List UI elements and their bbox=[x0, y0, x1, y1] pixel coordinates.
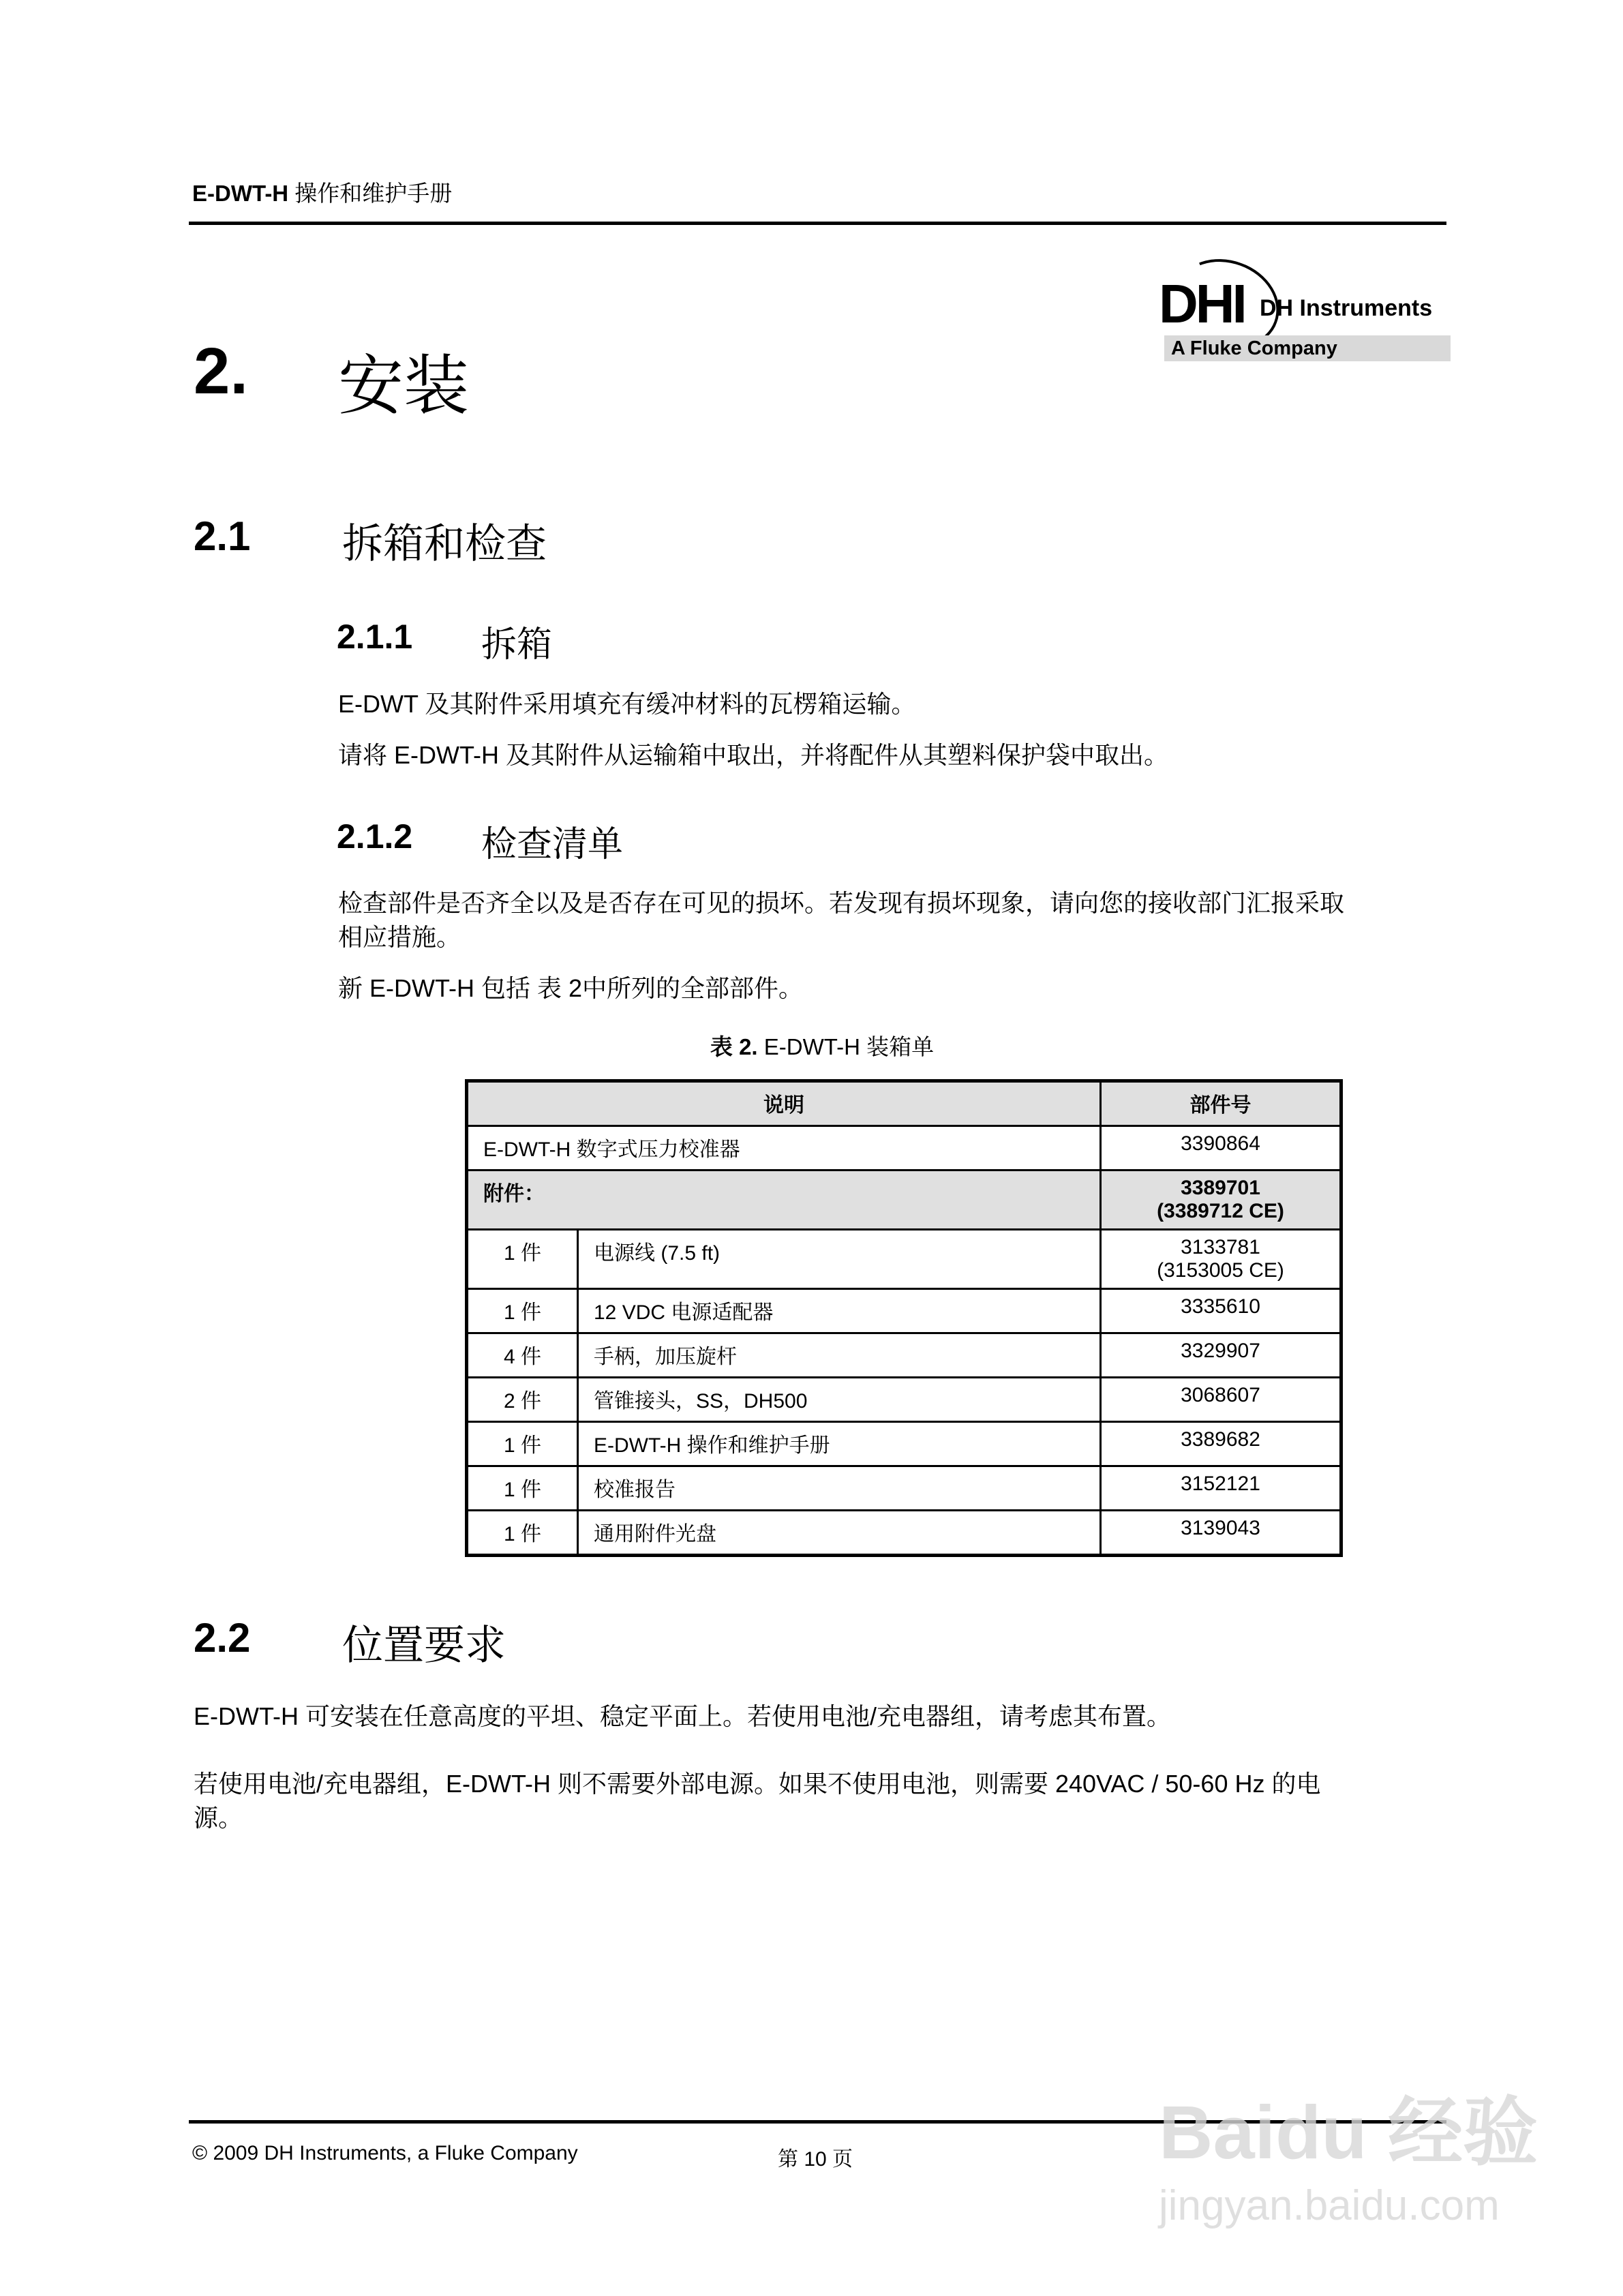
section-2-1-1-title: 拆箱 bbox=[481, 625, 553, 665]
paragraph: 请将 E-DWT-H 及其附件从运输箱中取出，并将配件从其塑料保护袋中取出。 bbox=[338, 741, 1168, 769]
cell-description: 通用附件光盘 bbox=[578, 1511, 1101, 1556]
cell-part-number: 3139043 bbox=[1101, 1511, 1341, 1556]
table-row bbox=[467, 1333, 1341, 1378]
chapter-number: 2. bbox=[194, 335, 249, 408]
accessories-row bbox=[467, 1170, 1341, 1230]
footer-page-number: 第 10 页 bbox=[778, 2148, 853, 2171]
cell-part-number: 3329907 bbox=[1101, 1333, 1341, 1378]
column-header-part-number: 部件号 bbox=[1101, 1081, 1341, 1126]
section-2-1-2-number: 2.1.2 bbox=[337, 817, 413, 856]
section-2-2-number: 2.2 bbox=[194, 1615, 251, 1661]
paragraph: 相应措施。 bbox=[338, 923, 461, 951]
table-caption bbox=[710, 1029, 934, 1061]
cell-description: 手柄，加压旋杆 bbox=[578, 1333, 1101, 1378]
table-header-row bbox=[467, 1081, 1341, 1126]
cell-part-number: 3152121 bbox=[1101, 1466, 1341, 1511]
cell-quantity: 2 件 bbox=[467, 1378, 578, 1422]
cell-part-number: 3390864 bbox=[1101, 1126, 1341, 1170]
cell-part-number bbox=[1101, 1170, 1341, 1230]
header-rule bbox=[189, 222, 1446, 225]
table-row bbox=[467, 1230, 1341, 1289]
table-row bbox=[467, 1126, 1341, 1170]
cell-description: 附件： bbox=[467, 1170, 1101, 1230]
watermark-url: jingyan.baidu.com bbox=[1159, 2182, 1500, 2229]
section-2-1-2-title: 检查清单 bbox=[481, 825, 624, 864]
caption-text: E-DWT-H 装箱单 bbox=[757, 1034, 935, 1059]
cell-part-number: 3068607 bbox=[1101, 1378, 1341, 1422]
logo-mark: DHI bbox=[1159, 273, 1245, 334]
cell-part-number: 3389682 bbox=[1101, 1422, 1341, 1466]
packing-list-table bbox=[465, 1079, 1343, 1557]
part-number-ce: (3153005 CE) bbox=[1157, 1259, 1284, 1282]
cell-description: E-DWT-H 操作和维护手册 bbox=[578, 1422, 1101, 1466]
section-2-1-number: 2.1 bbox=[194, 513, 251, 559]
cell-quantity: 4 件 bbox=[467, 1333, 578, 1378]
cell-quantity: 1 件 bbox=[467, 1511, 578, 1556]
header-model: E-DWT-H bbox=[192, 181, 289, 206]
cell-description: 12 VDC 电源适配器 bbox=[578, 1289, 1101, 1333]
paragraph: E-DWT 及其附件采用填充有缓冲材料的瓦楞箱运输。 bbox=[338, 690, 916, 718]
footer-copyright: © 2009 DH Instruments, a Fluke Company bbox=[192, 2142, 578, 2164]
table-row bbox=[467, 1289, 1341, 1333]
table-row bbox=[467, 1422, 1341, 1466]
part-number-ce: (3389712 CE) bbox=[1157, 1200, 1284, 1222]
part-number: 3389701 bbox=[1181, 1177, 1260, 1199]
cell-quantity: 1 件 bbox=[467, 1289, 578, 1333]
logo-name: DH Instruments bbox=[1260, 295, 1433, 321]
column-header-description: 说明 bbox=[467, 1081, 1101, 1126]
cell-description: 电源线 (7.5 ft) bbox=[578, 1230, 1101, 1289]
cell-part-number: 3335610 bbox=[1101, 1289, 1341, 1333]
table-row bbox=[467, 1466, 1341, 1511]
cell-quantity: 1 件 bbox=[467, 1422, 578, 1466]
baidu-watermark: Baidu 经验 bbox=[1159, 2091, 1538, 2175]
header-title: 操作和维护手册 bbox=[288, 181, 453, 206]
paragraph: 新 E-DWT-H 包括 表 2中所列的全部部件。 bbox=[338, 974, 803, 1002]
part-number: 3133781 bbox=[1181, 1236, 1260, 1258]
running-header bbox=[192, 176, 452, 208]
paragraph: 检查部件是否齐全以及是否存在可见的损坏。若发现有损坏现象，请向您的接收部门汇报采取 bbox=[338, 889, 1345, 917]
section-2-2-title: 位置要求 bbox=[342, 1622, 506, 1668]
section-2-1-title: 拆箱和检查 bbox=[342, 521, 547, 567]
caption-label: 表 2. bbox=[710, 1034, 758, 1059]
table-row bbox=[467, 1378, 1341, 1422]
cell-description: E-DWT-H 数字式压力校准器 bbox=[467, 1126, 1101, 1170]
section-2-1-1-number: 2.1.1 bbox=[337, 618, 413, 656]
paragraph: 若使用电池/充电器组，E-DWT-H 则不需要外部电源。如果不使用电池，则需要 240VAC / 50-60 Hz 的电 bbox=[194, 1770, 1321, 1798]
cell-quantity: 1 件 bbox=[467, 1230, 578, 1289]
cell-description: 校准报告 bbox=[578, 1466, 1101, 1511]
cell-description: 管锥接头，SS，DH500 bbox=[578, 1378, 1101, 1422]
chapter-title: 安装 bbox=[338, 348, 469, 424]
table-row bbox=[467, 1511, 1341, 1556]
cell-quantity: 1 件 bbox=[467, 1466, 578, 1511]
paragraph: E-DWT-H 可安装在任意高度的平坦、稳定平面上。若使用电池/充电器组，请考虑其布置。 bbox=[194, 1702, 1171, 1730]
logo-tagline: A Fluke Company bbox=[1164, 335, 1451, 361]
paragraph: 源。 bbox=[194, 1804, 243, 1832]
dhi-logo bbox=[1159, 245, 1459, 368]
cell-part-number bbox=[1101, 1230, 1341, 1289]
